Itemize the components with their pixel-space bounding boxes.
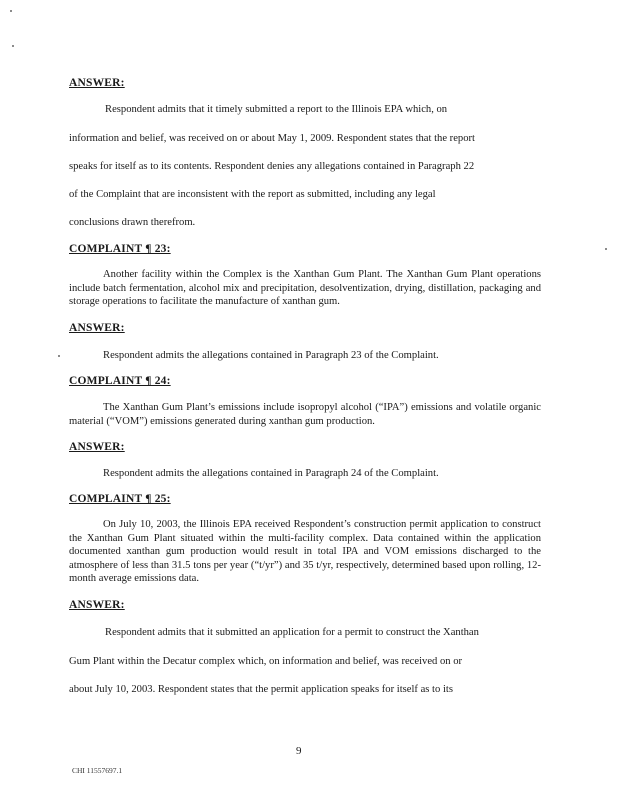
scan-speck: [58, 355, 60, 357]
complaint-23-paragraph: Another facility within the Complex is the Xanthan Gum Plant. The Xanthan Gum Plant operations include batch fermentation, alcohol mix and precipitation, desolventization, drying, distillation, packaging and storage operations to facilitate the manufacture of xanthan gum.: [69, 269, 541, 307]
answer-22-line-3: speaks for itself as to its contents. Respondent denies any allegations contained in Paragraph 22: [69, 161, 475, 172]
complaint-24-heading: COMPLAINT ¶ 24:: [69, 375, 171, 387]
answer-22-line-2: information and belief, was received on or about May 1, 2009. Respondent states that the report: [69, 133, 475, 144]
complaint-24-paragraph: The Xanthan Gum Plant’s emissions include isopropyl alcohol (“IPA”) emissions and volatile organic material (“VOM”) emissions generated during xanthan gum production.: [69, 402, 541, 427]
answer-23-heading: ANSWER:: [69, 322, 125, 334]
complaint-25-paragraph: On July 10, 2003, the Illinois EPA received Respondent’s construction permit application to construct the Xanthan Gum Plant situated within the multi-facility complex. Data contained within the application documented xanthan gum production would result in total IPA and VOM emissions discharged to the atmosphere of less than 31.5 tons per year (“t/yr”) and 35 t/yr, respectively, determined based upon rolling, 12-month average emissions data.: [69, 519, 541, 584]
answer-22-line-4: of the Complaint that are inconsistent with the report as submitted, including any legal: [69, 189, 436, 200]
answer-22-line-5: conclusions drawn therefrom.: [69, 217, 196, 228]
answer-24-paragraph: Respondent admits the allegations contained in Paragraph 24 of the Complaint.: [103, 468, 439, 479]
answer-25-line-1: Respondent admits that it submitted an application for a permit to construct the Xanthan: [105, 627, 479, 638]
scan-speck: [12, 45, 14, 47]
complaint-23-heading: COMPLAINT ¶ 23:: [69, 243, 171, 255]
answer-25-line-3: about July 10, 2003. Respondent states that the permit application speaks for itself as to its: [69, 684, 453, 695]
page-number: 9: [296, 745, 302, 757]
answer-24-heading: ANSWER:: [69, 441, 125, 453]
complaint-25-heading: COMPLAINT ¶ 25:: [69, 493, 171, 505]
document-id: CHI 11557697.1: [72, 766, 123, 775]
answer-25-line-2: Gum Plant within the Decatur complex which, on information and belief, was received on or: [69, 656, 463, 667]
scan-speck: [10, 10, 12, 12]
answer-22-line-1: Respondent admits that it timely submitted a report to the Illinois EPA which, on: [105, 104, 448, 115]
answer-25-heading: ANSWER:: [69, 599, 125, 611]
scan-speck: [605, 248, 607, 250]
answer-23-paragraph: Respondent admits the allegations contained in Paragraph 23 of the Complaint.: [103, 350, 439, 361]
answer-22-heading: ANSWER:: [69, 77, 125, 89]
